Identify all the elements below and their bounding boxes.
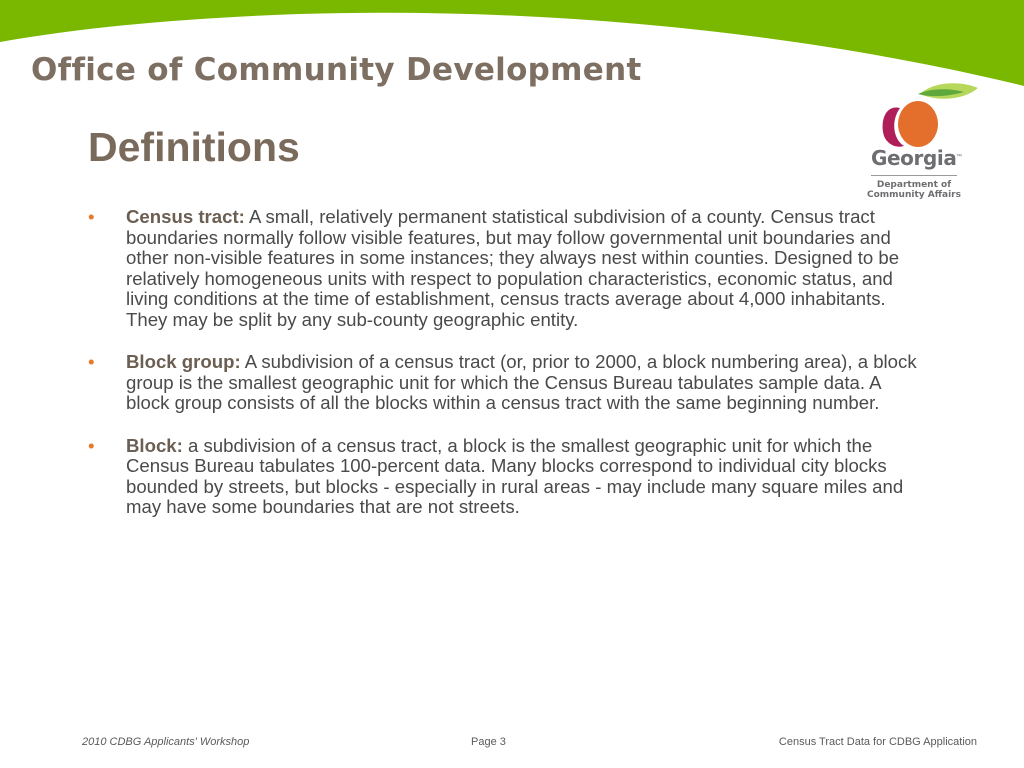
- logo-department: [862, 180, 966, 200]
- logo-georgia-text: Georgia: [871, 146, 957, 170]
- logo-trademark: ™: [956, 154, 962, 160]
- definition-text: a subdivision of a census tract, a block is the smallest geographic unit for which the Census Bureau tabulates 100-percent data. Many blocks correspond to individual city blocks bounded by streets, but blocks - especially in rural areas - may include many square miles and may have some boundaries that are not streets.: [126, 434, 904, 517]
- footer-page-number: Page 3: [471, 736, 506, 748]
- definition-text: A small, relatively permanent statistical subdivision of a county. Census tract boundaries normally follow visible features, but may follow governmental unit boundaries and other non-visible features in some instances; they always nest within counties. Designed to be relatively homogeneous units with respect to population characteristics, economic status, and living conditions at the time of establishment, census tracts average about 4,000 inhabitants. They may be split by any sub-county geographic entity.: [126, 206, 900, 330]
- bullet-icon: •: [88, 351, 95, 372]
- definition-block-group: [88, 352, 918, 414]
- footer-title: Census Tract Data for CDBG Application: [778, 736, 977, 748]
- definition-term: Block:: [126, 434, 183, 456]
- footer-workshop: 2010 CDBG Applicants' Workshop: [82, 736, 250, 748]
- definitions-list: [88, 207, 918, 518]
- definition-text: A subdivision of a census tract (or, prior to 2000, a block numbering area), a block group is the smallest geographic unit for which the Census Bureau tabulates sample data. A block group consists of all the blocks within a census tract with the same beginning number.: [126, 351, 917, 413]
- logo-divider: [871, 175, 957, 176]
- definition-term: Block group:: [126, 351, 241, 372]
- slide-heading: Definitions: [88, 124, 300, 170]
- definition-census-tract: [88, 207, 918, 330]
- definition-term: Census tract:: [126, 206, 245, 227]
- logo-dept-line2: Community Affairs: [867, 190, 961, 200]
- office-title: Office of Community Development: [31, 52, 642, 88]
- bullet-icon: •: [88, 434, 95, 456]
- definition-block: [88, 436, 918, 518]
- logo-dept-line1: Department of: [876, 180, 952, 190]
- bullet-icon: •: [88, 206, 95, 227]
